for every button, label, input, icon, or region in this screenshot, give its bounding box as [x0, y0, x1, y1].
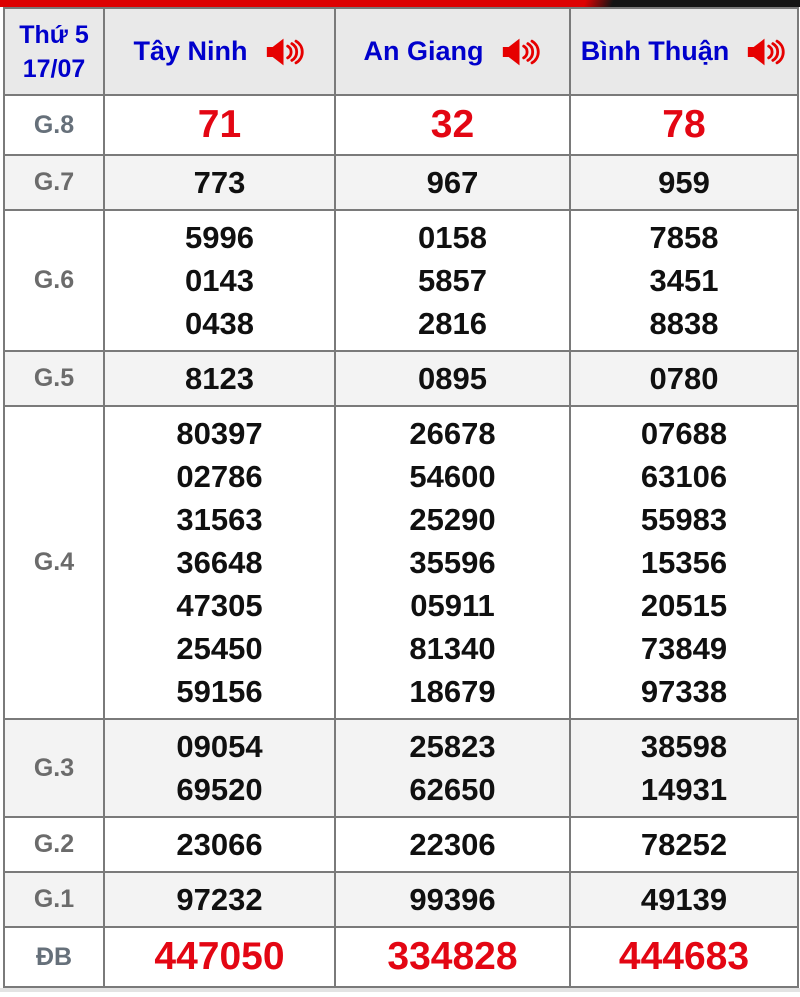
- bottom-strip: [0, 988, 800, 992]
- prize-number: 20515: [640, 588, 728, 623]
- prize-values-cell: [570, 351, 798, 406]
- prize-values-cell: [104, 210, 335, 351]
- prize-number: 71: [197, 103, 242, 146]
- table-header-row: [4, 8, 798, 95]
- prize-number: 0438: [185, 306, 254, 341]
- prize-number: 02786: [176, 459, 263, 494]
- date-header-cell: [4, 8, 104, 95]
- prize-number: 5857: [418, 263, 487, 298]
- prize-values-cell: [335, 155, 570, 210]
- province-header-tay-ninh: [104, 8, 335, 95]
- prize-label: G.7: [4, 155, 104, 210]
- prize-number: 0158: [418, 220, 487, 255]
- prize-values-cell: [570, 210, 798, 351]
- prize-number: 81340: [409, 631, 496, 666]
- prize-values-cell: [104, 927, 335, 987]
- prize-values-cell: [104, 351, 335, 406]
- province-link[interactable]: An Giang: [363, 36, 484, 66]
- prize-number: 26678: [409, 416, 496, 451]
- prize-values-cell: [335, 210, 570, 351]
- prize-number: 78: [662, 103, 706, 146]
- prize-number: 2816: [418, 306, 487, 341]
- prize-number: 0780: [649, 361, 719, 396]
- speaker-icon[interactable]: [747, 37, 787, 67]
- prize-number: 59156: [176, 674, 263, 709]
- prize-number: 15356: [640, 545, 728, 580]
- prize-values-cell: [570, 155, 798, 210]
- prize-number: 49139: [640, 882, 728, 917]
- prize-number: 22306: [409, 827, 496, 862]
- date-label: 17/07: [22, 54, 86, 83]
- prize-label: G.3: [4, 719, 104, 817]
- prize-number: 55983: [640, 502, 728, 537]
- prize-number: 334828: [387, 935, 518, 978]
- prize-row-g1: [4, 872, 798, 927]
- prize-values-cell: [570, 719, 798, 817]
- prize-values-cell: [104, 719, 335, 817]
- prize-number: 07688: [640, 416, 728, 451]
- top-accent-bar: [0, 0, 800, 7]
- prize-number: 959: [658, 165, 710, 200]
- prize-number: 99396: [409, 882, 496, 917]
- prize-number: 05911: [410, 588, 495, 623]
- prize-number: 54600: [409, 459, 496, 494]
- prize-values-cell: [104, 406, 335, 719]
- province-link[interactable]: Bình Thuận: [580, 36, 730, 66]
- prize-number: 63106: [640, 459, 728, 494]
- prize-label: G.1: [4, 872, 104, 927]
- prize-number: 25290: [409, 502, 496, 537]
- prize-number: 25823: [409, 729, 496, 764]
- prize-number: 7858: [649, 220, 719, 255]
- speaker-icon[interactable]: [266, 37, 306, 67]
- prize-values-cell: [104, 817, 335, 872]
- prize-row-db: [4, 927, 798, 987]
- prize-number: 23066: [176, 827, 263, 862]
- prize-number: 78252: [640, 827, 728, 862]
- prize-values-cell: [570, 406, 798, 719]
- speaker-icon[interactable]: [502, 37, 542, 67]
- prize-number: 5996: [185, 220, 254, 255]
- prize-values-cell: [104, 95, 335, 155]
- prize-values-cell: [335, 927, 570, 987]
- prize-number: 0143: [185, 263, 254, 298]
- prize-number: 69520: [176, 772, 263, 807]
- prize-row-g7: [4, 155, 798, 210]
- prize-number: 773: [193, 165, 246, 200]
- prize-values-cell: [335, 95, 570, 155]
- prize-values-cell: [335, 817, 570, 872]
- prize-label: G.4: [4, 406, 104, 719]
- prize-number: 97232: [176, 882, 263, 917]
- prize-label: ĐB: [4, 927, 104, 987]
- prize-label: G.6: [4, 210, 104, 351]
- province-header-an-giang: [335, 8, 570, 95]
- weekday-label: Thứ 5: [19, 20, 89, 49]
- lottery-results-table: [3, 7, 799, 988]
- prize-row-g5: [4, 351, 798, 406]
- prize-number: 36648: [176, 545, 263, 580]
- prize-number: 8838: [649, 306, 719, 341]
- prize-values-cell: [570, 817, 798, 872]
- prize-number: 80397: [176, 416, 263, 451]
- prize-number: 47305: [176, 588, 263, 623]
- prize-values-cell: [570, 927, 798, 987]
- prize-row-g2: [4, 817, 798, 872]
- prize-number: 32: [430, 103, 475, 146]
- prize-row-g8: [4, 95, 798, 155]
- prize-number: 25450: [176, 631, 263, 666]
- prize-number: 0895: [418, 361, 487, 396]
- prize-values-cell: [570, 95, 798, 155]
- prize-label: G.2: [4, 817, 104, 872]
- prize-number: 447050: [154, 935, 285, 978]
- prize-number: 31563: [176, 502, 263, 537]
- prize-number: 62650: [409, 772, 496, 807]
- prize-values-cell: [104, 872, 335, 927]
- prize-number: 35596: [409, 545, 496, 580]
- prize-number: 38598: [640, 729, 728, 764]
- prize-number: 3451: [649, 263, 719, 298]
- prize-number: 444683: [618, 935, 750, 978]
- prize-values-cell: [104, 155, 335, 210]
- prize-values-cell: [335, 719, 570, 817]
- prize-values-cell: [335, 872, 570, 927]
- prize-row-g6: [4, 210, 798, 351]
- prize-number: 97338: [640, 674, 728, 709]
- prize-row-g3: [4, 719, 798, 817]
- prize-number: 09054: [176, 729, 263, 764]
- prize-values-cell: [570, 872, 798, 927]
- prize-number: 73849: [640, 631, 728, 666]
- province-link[interactable]: Tây Ninh: [133, 36, 248, 66]
- prize-label: G.5: [4, 351, 104, 406]
- province-header-binh-thuan: [570, 8, 798, 95]
- prize-label: G.8: [4, 95, 104, 155]
- prize-row-g4: [4, 406, 798, 719]
- prize-number: 18679: [409, 674, 496, 709]
- prize-number: 967: [426, 165, 479, 200]
- prize-values-cell: [335, 406, 570, 719]
- prize-number: 14931: [640, 772, 728, 807]
- prize-number: 8123: [185, 361, 254, 396]
- prize-values-cell: [335, 351, 570, 406]
